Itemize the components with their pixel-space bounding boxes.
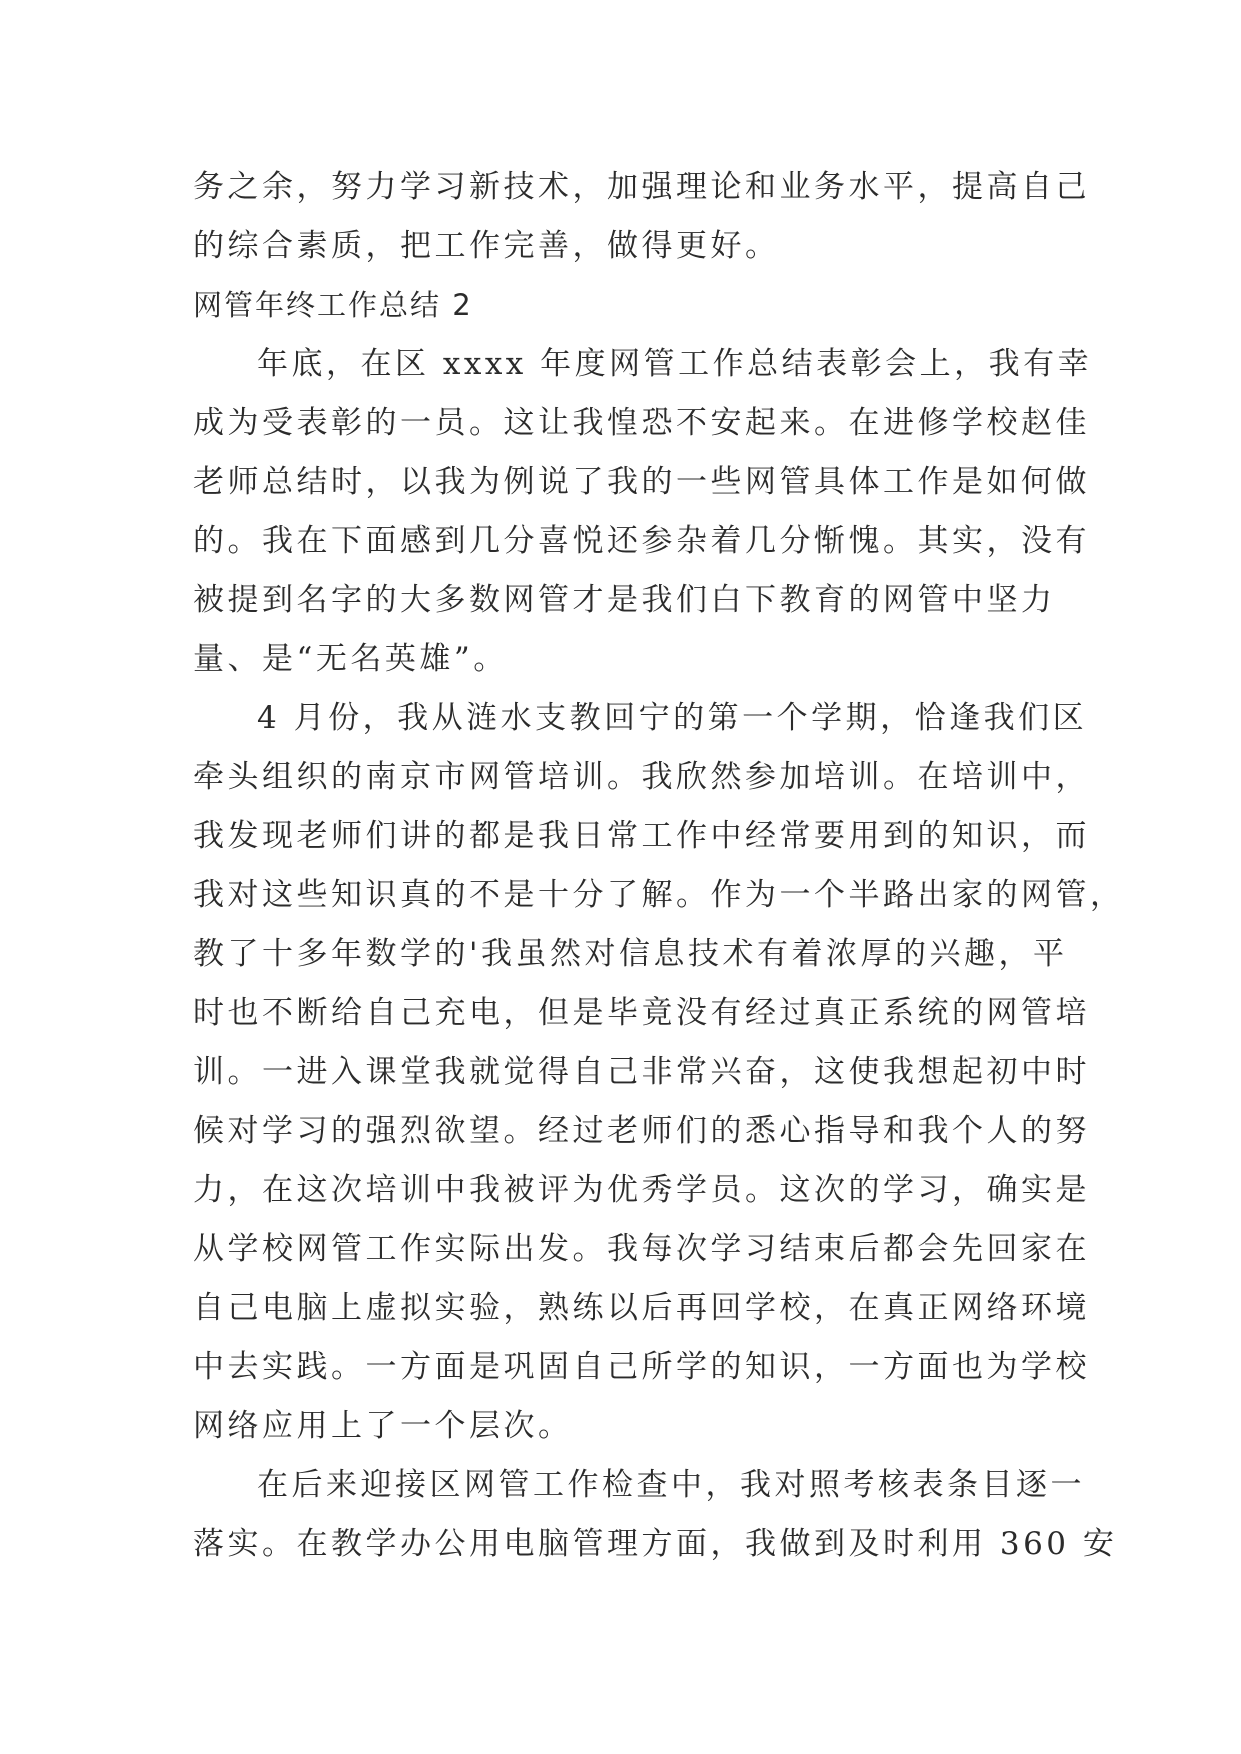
text-line: 被提到名字的大多数网管才是我们白下教育的网管中坚力 [193,582,1056,618]
text-line: 候对学习的强烈欲望。经过老师们的悉心指导和我个人的努 [193,1113,1090,1149]
text-line: 自己电脑上虚拟实验，熟练以后再回学校，在真正网络环境 [193,1290,1090,1326]
text-line: 量、是“无名英雄”。 [193,641,508,677]
paragraph-first-line: 4 月份，我从涟水支教回宁的第一个学期，恰逢我们区 [257,700,1088,736]
text-line: 力，在这次培训中我被评为优秀学员。这次的学习，确实是 [193,1172,1090,1208]
text-line: 的综合素质，把工作完善，做得更好。 [193,228,780,264]
text-line: 老师总结时，以我为例说了我的一些网管具体工作是如何做 [193,464,1090,500]
text-line: 中去实践。一方面是巩固自己所学的知识，一方面也为学校 [193,1349,1090,1385]
paragraph-first-line: 年底，在区 xxxx 年度网管工作总结表彰会上，我有幸 [257,346,1093,382]
section-heading: 网管年终工作总结 2 [193,288,473,322]
text-line: 我发现老师们讲的都是我日常工作中经常要用到的知识，而 [193,818,1090,854]
text-line: 成为受表彰的一员。这让我惶恐不安起来。在进修学校赵佳 [193,405,1090,441]
text-line: 网络应用上了一个层次。 [193,1408,573,1444]
text-line: 训。一进入课堂我就觉得自己非常兴奋，这使我想起初中时 [193,1054,1090,1090]
text-line: 我对这些知识真的不是十分了解。作为一个半路出家的网管， [193,877,1125,913]
document-body [193,158,1125,1574]
text-line: 从学校网管工作实际出发。我每次学习结束后都会先回家在 [193,1231,1090,1267]
text-line: 教了十多年数学的'我虽然对信息技术有着浓厚的兴趣，平 [193,936,1068,972]
text-line: 落实。在教学办公用电脑管理方面，我做到及时利用 360 安 [193,1526,1118,1562]
text-line: 务之余，努力学习新技术，加强理论和业务水平，提高自己 [193,169,1090,205]
paragraph-first-line: 在后来迎接区网管工作检查中，我对照考核表条目逐一 [257,1467,1085,1503]
text-line: 牵头组织的南京市网管培训。我欣然参加培训。在培训中， [193,759,1090,795]
text-line: 时也不断给自己充电，但是毕竟没有经过真正系统的网管培 [193,995,1090,1031]
text-line: 的。我在下面感到几分喜悦还参杂着几分惭愧。其实，没有 [193,523,1090,559]
